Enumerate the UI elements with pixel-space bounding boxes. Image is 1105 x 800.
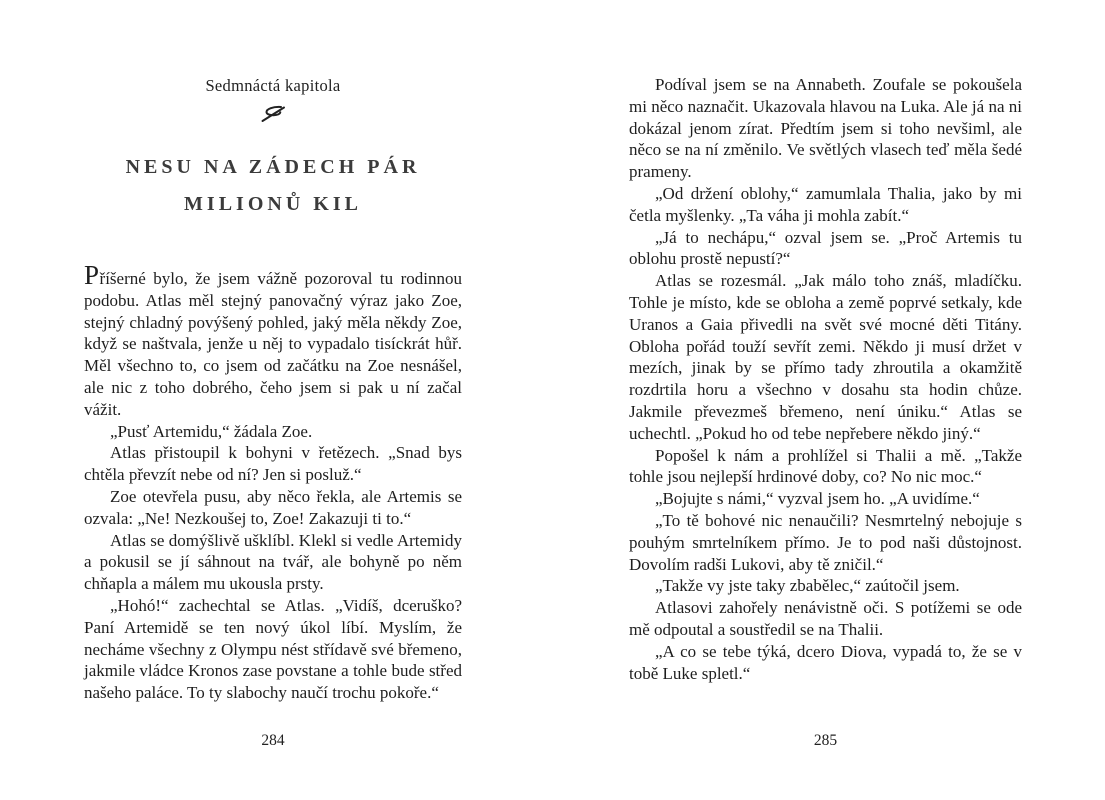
paragraph: „To tě bohové nic nenaučili? Nesmrtelný nebojuje s pouhým smrtelníkem přímo. Je to pod naši důstojnost. Dovolím radši Lukovi, aby tě zničil.“ xyxy=(629,510,1022,574)
chapter-title xyxy=(84,149,462,223)
left-page-body xyxy=(84,262,462,704)
paragraph: Atlas přistoupil k bohyni v řetězech. „Snad bys chtěla převzít nebe od ní? Jen si posluž.“ xyxy=(84,443,462,485)
paragraph: „A co se tebe týká, dcero Diova, vypadá to, že se v tobě Luke spletl.“ xyxy=(629,641,1022,683)
drop-cap: P xyxy=(84,260,100,290)
opening-paragraph-text: říšerné bylo, že jsem vážně pozoroval tu rodinnou podobu. Atlas měl stejný panovačný výraz jako Zoe, stejný chladný povýšený pohled, jaký měla někdy Zoe, když se naštvala, jenže u něj to vypadalo tisíckrát hůř. Měl všechno to, co jsem od začátku na Zoe nesnášel, ale nic z toho dobrého, čeho jsem si pak u ní začal vážit. xyxy=(84,269,462,419)
paragraph: „Pusť Artemidu,“ žádala Zoe. xyxy=(110,421,313,441)
right-page-body xyxy=(629,74,1022,684)
paragraph: „Hohó!“ zachechtal se Atlas. „Vidíš, dceruško? Paní Artemidě se ten nový úkol líbí. Myslím, že necháme všechny z Olympu nést střídavě své břemeno, jakmile vládce Kronos zase povstane a tohle bude střed našeho paláce. To ty slabochy naučí trochu pokoře.“ xyxy=(84,595,462,703)
chapter-title-line-1: NESU NA ZÁDECH PÁR xyxy=(125,156,421,178)
opening-paragraph xyxy=(84,262,462,421)
right-page xyxy=(629,0,1022,800)
paragraph: Zoe otevřela pusu, aby něco řekla, ale Artemis se ozvala: „Ne! Nezkoušej to, Zoe! Zakazuji ti to.“ xyxy=(84,486,462,528)
paragraph: Popošel k nám a prohlížel si Thalii a mě. „Takže tohle jsou nejlepší hrdinové doby, co? No nic moc.“ xyxy=(629,445,1022,487)
paragraph: Podíval jsem se na Annabeth. Zoufale se pokoušela mi něco naznačit. Ukazovala hlavou na Luka. Ale já na ni dokázal jenom zírat. Předtím jsem si toho nevšiml, ale něco se na ní změnilo. Ve světlých vlasech teď měla šedé prameny. xyxy=(629,75,1022,182)
left-page xyxy=(84,0,462,800)
page-number-left: 284 xyxy=(261,732,285,749)
paragraph: „Bojujte s námi,“ vyzval jsem ho. „A uvidíme.“ xyxy=(655,489,980,509)
chapter-ornament-icon xyxy=(84,103,462,125)
paragraph: Atlasovi zahořely nenávistně oči. S potížemi se ode mě odpoutal a soustředil se na Thalii. xyxy=(629,598,1022,639)
paragraph: Atlas se domýšlivě ušklíbl. Klekl si vedle Artemidy a pokusil se jí sáhnout na tvář, ale bohyně po něm chňapla a málem mu ukousla prsty. xyxy=(84,530,462,594)
page-number-right: 285 xyxy=(813,732,838,749)
paragraph: „Takže vy jste taky zbabělec,“ zaútočil jsem. xyxy=(655,576,960,596)
paragraph: „Od držení oblohy,“ zamumlala Thalia, jako by mi četla myšlenky. „Ta váha ji mohla zabít.“ xyxy=(629,183,1022,225)
chapter-label: Sedmnáctá kapitola xyxy=(205,76,341,95)
paragraph: Atlas se rozesmál. „Jak málo toho znáš, mladíčku. Tohle je místo, kde se obloha a země poprvé setkaly, kde Uranos a Gaia přivedli na svět své mocné děti Titány. Obloha pořád touží sevřít zemi. Někdo ji musí držet v mezích, jinak by se přímo tady zhroutila a okamžitě rozdrtila horu a všechno v dosahu sta hodin chůze. Jakmile převezmeš břemeno, není úniku.“ Atlas se uchechtl. „Pokud ho od tebe nepřebere někdo jiný.“ xyxy=(629,271,1022,443)
paragraph: „Já to nechápu,“ ozval jsem se. „Proč Artemis tu oblohu prostě nepustí?“ xyxy=(629,227,1022,269)
chapter-title-line-2: MILIONŮ KIL xyxy=(184,193,362,215)
chapter-header xyxy=(84,0,462,223)
left-paragraph-list xyxy=(84,421,462,704)
